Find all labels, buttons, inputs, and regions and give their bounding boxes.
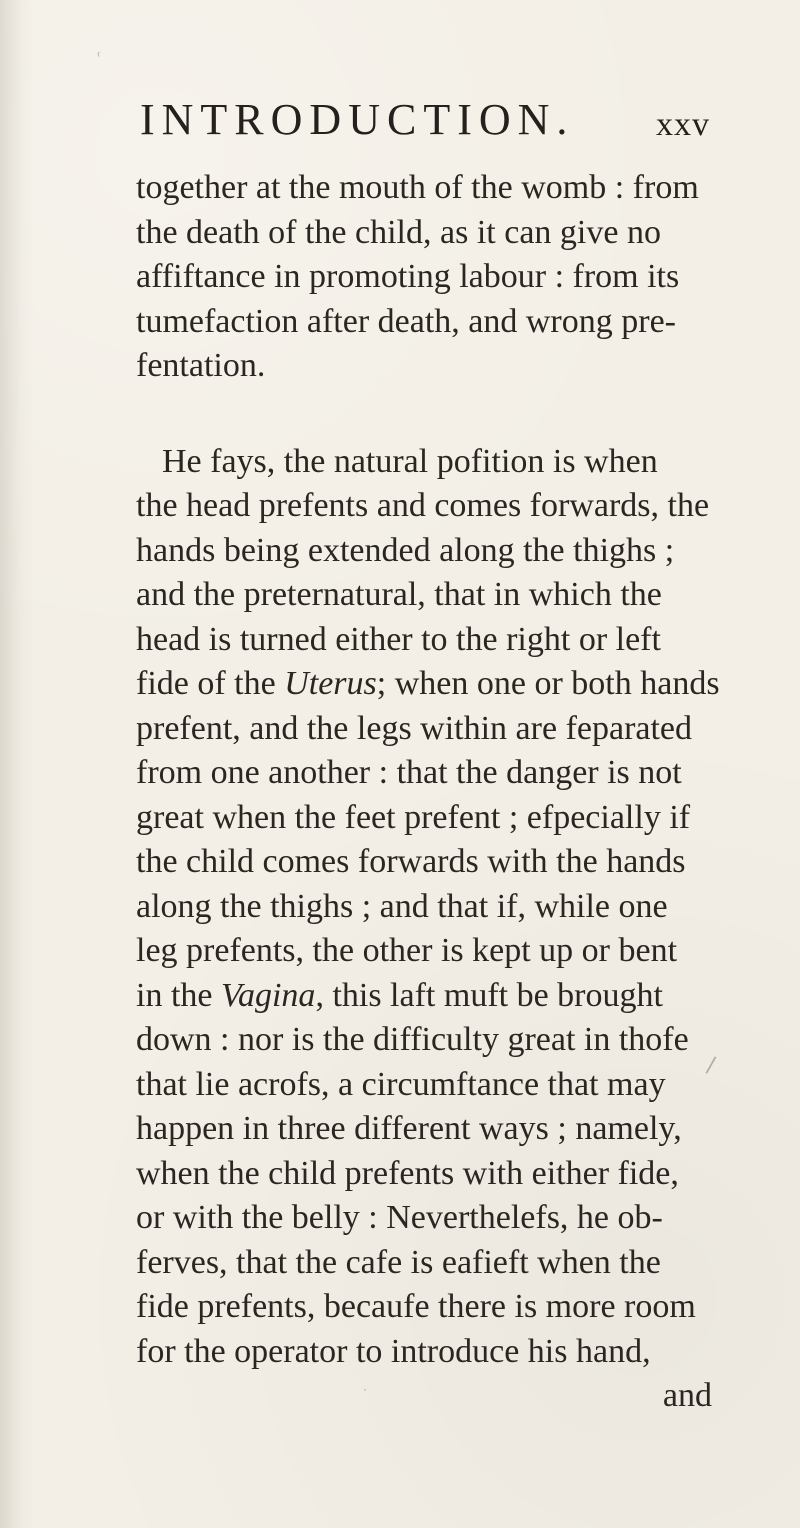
line-prefix: in the [136,976,221,1014]
paper-speck: ʳ [95,48,105,66]
margin-mark: / [704,1052,718,1079]
text-line: leg prefents, the other is kept up or bent [136,932,678,969]
text-line: prefent, and the legs within are feparated [136,709,693,747]
text-line: hands being extended along the thighs ; [136,531,675,569]
paper-speck: · [363,1383,367,1397]
paragraph-1 [136,166,712,389]
text-line: the death of the child, as it can give no [136,213,661,251]
text-line: fide prefents, becaufe there is more room [136,1288,696,1325]
text-line: affiftance in promoting labour : from its [136,258,680,295]
text-line: along the thighs ; and that if, while one [136,887,668,925]
text-line: ferves, that the cafe is eafieft when the [136,1243,661,1281]
text-line: tumefaction after death, and wrong pre- [136,302,676,340]
page-number: xxv [656,106,710,143]
text-line-with-italic [136,662,720,707]
line-suffix: ; when one or both hands [376,665,720,702]
text-line: head is turned either to the right or left [136,620,661,658]
binding-shadow [0,0,34,1528]
text-line: together at the mouth of the womb : from [136,169,699,206]
italic-term-vagina: Vagina [220,976,316,1014]
line-suffix: , this laft muft be brought [315,976,663,1014]
text-line-with-italic [136,974,712,1019]
text-line: fentation. [136,347,266,384]
text-line: for the operator to introduce his hand, [136,1332,651,1370]
text-line: the child comes forwards with the hands [136,843,686,880]
text-line: happen in three different ways ; namely, [136,1110,682,1147]
text-line: or with the belly : Neverthelefs, he ob- [136,1199,663,1236]
running-head: INTRODUCTION. [140,95,575,144]
line-prefix: fide of the [136,665,285,702]
italic-term-uterus: Uterus [284,665,377,702]
page-header [140,95,710,158]
text-line: and the preternatural, that in which the [136,576,662,613]
text-line: He fays, the natural pofition is when [162,442,658,480]
text-line: down : nor is the difficulty great in thofe [136,1021,689,1058]
paragraph-2 [136,440,720,1419]
text-line: from one another : that the danger is not [136,754,682,791]
text-line: that lie acrofs, a circumftance that may [136,1065,666,1103]
text-line: the head prefents and comes forwards, the [136,487,710,524]
catchword: and [662,1377,712,1414]
text-line: great when the feet prefent ; efpecially if [136,798,691,836]
body-text [136,166,720,1419]
text-line: when the child prefents with either fide, [136,1154,679,1192]
